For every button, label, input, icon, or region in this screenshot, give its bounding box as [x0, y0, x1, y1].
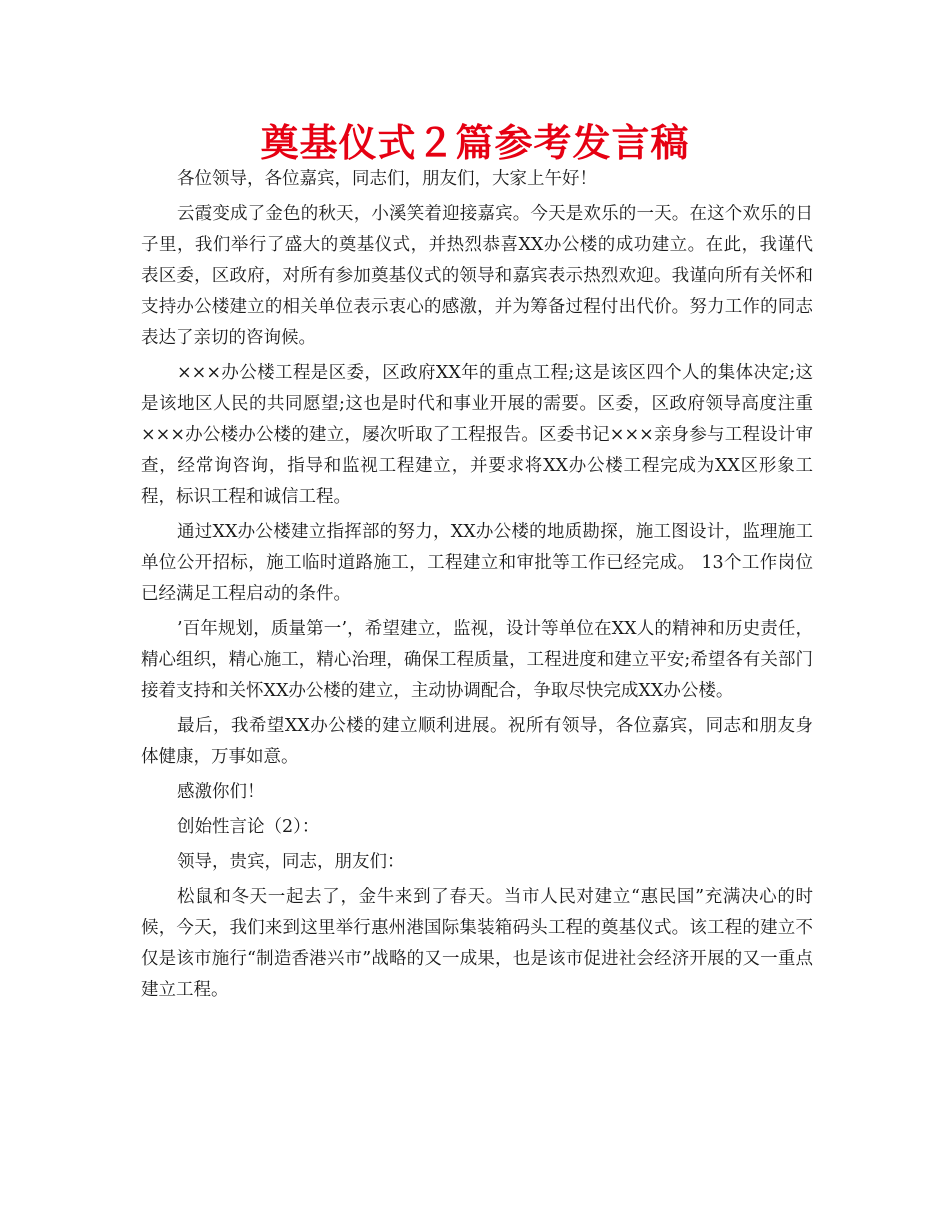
- document-title: 奠基仪式２篇参考发言稿: [260, 121, 690, 165]
- paragraph-greeting: 各位领导，各位嘉宾，同志们，朋友们，大家上午好！: [177, 169, 597, 189]
- paragraph-greeting-2: 领导，贵宾，同志，朋友们：: [177, 852, 405, 872]
- paragraph-progress: 通过XX办公楼建立指挥部的努力，XX办公楼的地质勘探，施工图设计，监理施工单位公开招标，施工临时道路施工，工程建立和审批等工作已经完成。 13个工作岗位已经满足工程启动的条件。: [141, 522, 813, 604]
- paragraph-speech-2-opening: 松鼠和冬天一起去了，金牛来到了春天。当市人民对建立“惠民国”充满决心的时候，今天，我们来到这里举行惠州港国际集装箱码头工程的奠基仪式。该工程的建立不仅是该市施行“制造香港兴市”战略的又一成果，也是该市促进社会经济开展的又一重点建立工程。: [141, 887, 813, 1000]
- paragraph-closing-wishes: 最后，我希望XX办公楼的建立顺利进展。祝所有领导，各位嘉宾，同志和朋友身体健康，万事如意。: [141, 716, 813, 767]
- paragraph-opening: 云霞变成了金色的秋天，小溪笑着迎接嘉宾。今天是欢乐的一天。在这个欢乐的日子里，我们举行了盛大的奠基仪式，并热烈恭喜XX办公楼的成功建立。在此，我谨代表区委，区政府，对所有参加奠基仪式的领导和嘉宾表示热烈欢迎。我谨向所有关怀和支持办公楼建立的相关单位表示衷心的感激，并为筹备过程付出代价。努力工作的同志表达了亲切的咨询候。: [141, 204, 813, 348]
- document-body: [141, 164, 813, 1010]
- paragraph-thanks: 感激你们！: [177, 782, 265, 802]
- paragraph-quality: ’百年规划，质量第一’，希望建立，监视，设计等单位在XX人的精神和历史责任，精心组织，精心施工，精心治理，确保工程质量，工程进度和建立平安;希望各有关部门接着支持和关怀XX办公楼的建立，主动协调配合，争取尽快完成XX办公楼。: [141, 619, 813, 701]
- paragraph-project-importance: ×××办公楼工程是区委，区政府XX年的重点工程;这是该区四个人的集体决定;这是该地区人民的共同愿望;这也是时代和事业开展的需要。区委，区政府领导高度注重×××办公楼办公楼的建立，屡次听取了工程报告。区委书记×××亲身参与工程设计审查，经常询咨询，指导和监视工程建立，并要求将XX办公楼工程完成为XX区形象工程，标识工程和诚信工程。: [141, 363, 813, 507]
- paragraph-section-heading-2: 创始性言论（2）：: [177, 817, 320, 837]
